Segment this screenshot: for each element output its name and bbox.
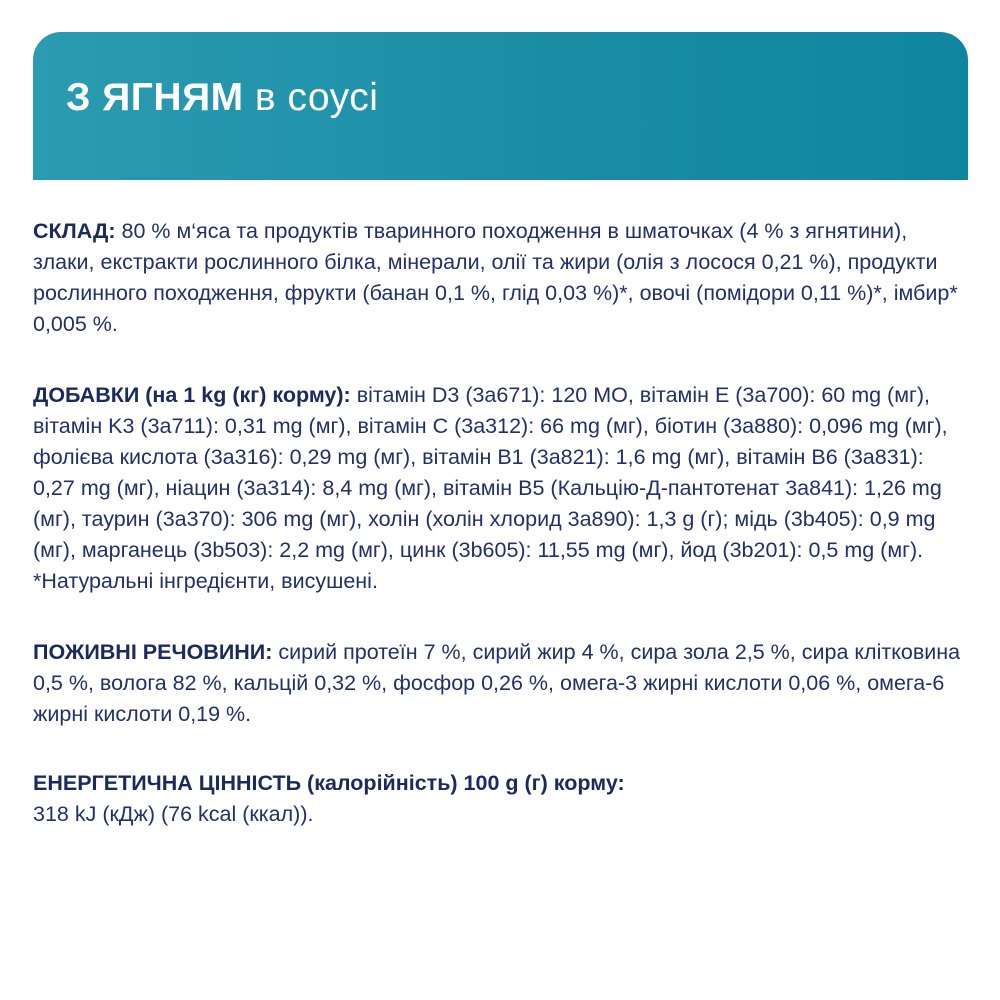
energy-text: 318 kJ (кДж) (76 kcal (ккал)). [33,802,314,826]
composition-label: СКЛАД: [33,219,116,243]
additives-section [33,380,963,597]
composition-text: 80 % м‘яса та продуктів тваринного походження в шматочках (4 % з ягнятини), злаки, екстракти рослинного білка, мінерали, олії та жири (олія з лосося 0,21 %), продукти рослинного походження, фрукти (банан 0,1 %, глід 0,03 %)*, овочі (помідори 0,11 %)*, імбир* 0,005 %. [33,219,958,336]
composition-section [33,216,963,340]
composition-content [33,216,963,830]
nutrients-label: ПОЖИВНІ РЕЧОВИНИ: [33,640,273,664]
energy-label: ЕНЕРГЕТИЧНА ЦІННІСТЬ (калорійність) 100 g (г) корму: [33,771,625,795]
additives-label: ДОБАВКИ (на 1 kg (кг) корму): [33,383,351,407]
title-normal: в соусі [243,76,379,119]
title-bold: З ЯГНЯМ [66,76,244,119]
header-banner [33,32,968,180]
energy-section [33,768,963,830]
nutrients-section [33,637,963,730]
additives-text: вітамін D3 (3a671): 120 МО, вітамін E (3a700): 60 mg (мг), вітамін K3 (3a711): 0,31 mg (мг), вітамін C (3a312): 66 mg (мг), біотин (3a880): 0,096 mg (мг), фолієва кислота (3a316): 0,29 mg (мг), вітамін B1 (3a821): 1,6 mg (мг), вітамін B6 (3a831): 0,27 mg (мг), ніацин (3a314): 8,4 mg (мг), вітамін B5 (Кальцію-Д-пантотенат 3a841): 1,26 mg (мг), таурин (3a370): 306 mg (мг), холін (холін хлорид 3a890): 1,3 g (г); мідь (3b405): 0,9 mg (мг), марганець (3b503): 2,2 mg (мг), цинк (3b605): 11,55 mg (мг), йод (3b201): 0,5 mg (мг). *Натуральні інгредієнти, висушені. [33,383,948,593]
page-title [66,78,378,117]
nutrients-text: сирий протеїн 7 %, сирий жир 4 %, сира зола 2,5 %, сира клітковина 0,5 %, волога 82 %, кальцій 0,32 %, фосфор 0,26 %, омега-3 жирні кислоти 0,06 %, омега-6 жирні кислоти 0,19 %. [33,640,961,726]
